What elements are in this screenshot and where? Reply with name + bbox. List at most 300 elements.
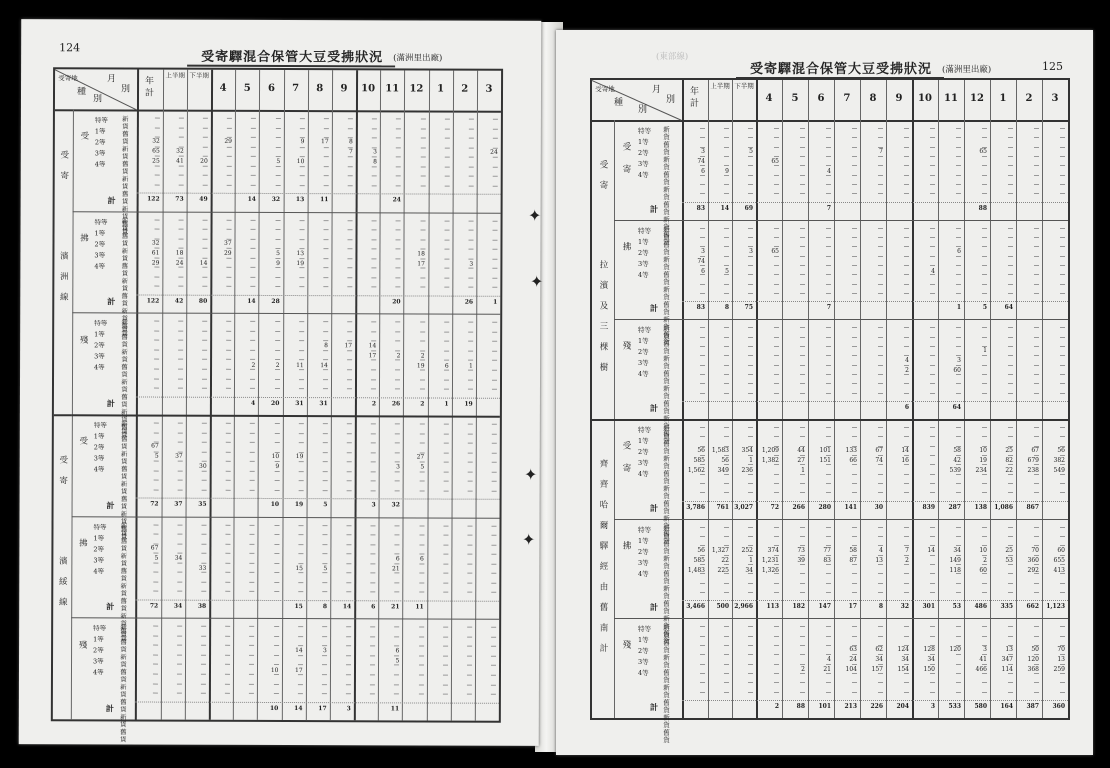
row-tick [852,483,857,484]
row-tick [371,287,376,288]
row-tick [1060,246,1065,247]
row-tick [774,664,779,665]
row-tick [700,427,705,428]
row-tick [724,137,729,138]
row-tick [956,592,961,593]
row-tick [177,534,182,535]
cell-total: 80 [198,297,208,305]
row-tick [225,645,230,646]
row-tick [904,474,909,475]
row-tick [1008,156,1013,157]
row-tick [1034,393,1039,394]
row-tick [322,655,327,656]
cell-value: 9 [276,260,280,268]
row-tick [800,346,805,347]
row-tick [878,237,883,238]
cell-value: 15 [295,565,304,573]
cell-total: 11 [390,705,400,713]
row-tick [371,544,376,545]
row-tick [371,442,376,443]
row-tick [852,365,857,366]
row-tick [878,165,883,166]
row-tick [298,636,303,637]
row-tick [202,359,207,360]
row-tick [982,228,987,229]
row-tick [347,248,352,249]
row-tick [492,379,497,380]
cell-total: 164 [1000,703,1013,711]
row-tick [396,239,401,240]
cell-value: 67 [151,443,159,451]
row-tick [491,656,496,657]
row-tick [1034,374,1039,375]
row-tick [227,277,232,278]
row-tick [1060,128,1065,129]
title-text: 受寄驛混合保管大豆受拂狀況 [201,49,384,66]
row-tick [1060,184,1065,185]
cell-total: 15 [294,603,303,611]
row-tick [226,321,231,322]
row-tick [800,193,805,194]
row-tick [852,436,857,437]
row-tick [748,365,753,366]
row-tick [1034,165,1039,166]
header-second-half: 下半期 [734,82,754,90]
cell-value: 5 [725,267,729,275]
row-tick [774,383,779,384]
row-tick [201,626,206,627]
row-tick [347,331,352,332]
row-tick [154,267,159,268]
row-tick [178,331,183,332]
row-tick [1008,256,1013,257]
cell-value: 62 [875,646,883,654]
cell-total: 72 [149,602,159,610]
row-tick [154,378,159,379]
row-tick [275,277,280,278]
row-tick [154,349,159,350]
row-tick [826,293,831,294]
cell-value: 50 [1031,646,1039,654]
section-total-label: 計 [106,500,115,511]
row-tick [396,322,401,323]
row-tick [177,636,182,637]
column-rule [964,80,965,718]
section-grades: 特等 1等 2等 3等 4等 [94,116,108,169]
row-tick [904,175,909,176]
row-tick [982,682,987,683]
row-tick [1008,337,1013,338]
cell-value: 4 [931,267,935,275]
row-tick [178,248,183,249]
row-tick [443,535,448,536]
row-tick [852,193,857,194]
row-tick [444,287,449,288]
row-tick [275,185,280,186]
row-tick [1060,274,1065,275]
cell-value: 41 [176,158,184,166]
row-tick [491,583,496,584]
row-tick [1060,284,1065,285]
row-tick [700,645,705,646]
row-tick [878,527,883,528]
cell-value: 19 [295,453,304,461]
cell-value: 67 [150,544,159,552]
row-tick [826,284,831,285]
cell-value: 17 [344,342,353,350]
cell-value: 21 [823,666,831,674]
row-tick [1060,175,1065,176]
row-tick [251,286,256,287]
row-tick [468,379,473,380]
row-tick [826,383,831,384]
row-tick [445,128,450,129]
cell-value: 41 [979,656,987,664]
row-tick [155,118,160,119]
row-tick [748,464,753,465]
row-tick [419,481,424,482]
row-tick [372,137,377,138]
row-tick [419,423,424,424]
row-tick [1008,692,1013,693]
row-tick [826,645,831,646]
row-tick [178,451,183,452]
row-tick [774,692,779,693]
row-tick [346,544,351,545]
cell-value: 74 [697,157,705,165]
row-tick [201,563,206,564]
cell-total: 4 [251,399,256,407]
row-tick [419,471,424,472]
cell-value: 30 [199,463,207,471]
row-tick [700,636,705,637]
row-tick [274,626,279,627]
row-tick [724,673,729,674]
row-tick [201,674,206,675]
row-tick [154,480,159,481]
section-category: 受寄 [621,440,631,486]
section-grades: 特等 1等 2等 3等 4等 [92,624,107,677]
row-tick [298,655,303,656]
cell-total: 335 [1000,603,1013,611]
cell-value: 133 [845,446,857,454]
row-tick [1060,427,1065,428]
row-tick [394,665,399,666]
row-tick [1060,256,1065,257]
row-tick [800,256,805,257]
cell-total: 6 [904,404,909,412]
row-tick [274,591,279,592]
row-tick [878,555,883,556]
row-tick [347,490,352,491]
row-tick [396,287,401,288]
row-tick [748,455,753,456]
cell-value: 259 [1053,666,1065,674]
row-tick [346,655,351,656]
row-tick [800,393,805,394]
row-tick [396,128,401,129]
row-tick [774,455,779,456]
row-tick [748,673,753,674]
row-tick [956,654,961,655]
cell-value: 17 [417,260,425,268]
cell-total: 266 [792,503,805,511]
row-tick [724,337,729,338]
row-tick [322,582,327,583]
row-tick [202,267,207,268]
row-tick [346,636,351,637]
row-tick [274,572,279,573]
row-tick [724,636,729,637]
row-tick [956,455,961,456]
row-tick [226,534,231,535]
column-rule [732,80,733,718]
row-tick [1060,228,1065,229]
row-tick [323,331,328,332]
row-tick [930,284,935,285]
row-tick [930,664,935,665]
cell-total: 662 [1026,603,1039,611]
row-tick [724,654,729,655]
cell-value: 24 [175,259,184,267]
row-tick [323,442,328,443]
column-rule [475,71,478,721]
row-tick [202,451,207,452]
row-tick [878,128,883,129]
row-tick [1034,237,1039,238]
row-tick [491,675,496,676]
cell-value: 3 [701,147,705,155]
row-tick [904,346,909,347]
cell-value: 70 [1057,646,1065,654]
cell-value: 27 [416,453,425,461]
row-tick [904,536,909,537]
row-tick [700,237,705,238]
cell-value: 5 [395,657,400,665]
row-tick [225,582,230,583]
row-tick [748,483,753,484]
row-tick [201,664,206,665]
page-number: 125 [1042,60,1063,73]
row-tick [346,665,351,666]
row-tick [444,331,449,332]
row-tick [748,645,753,646]
row-tick [347,268,352,269]
row-tick [491,525,496,526]
row-tick [419,636,424,637]
row-tick [878,474,883,475]
row-tick [346,627,351,628]
row-tick [274,582,279,583]
row-tick [444,249,449,250]
row-tick [982,246,987,247]
group-label: 受寄 [58,149,69,191]
cell-total: 69 [744,204,753,212]
row-tick [201,534,206,535]
row-tick [347,287,352,288]
row-tick [273,674,278,675]
header-month: 3 [485,83,493,95]
row-tick [774,592,779,593]
section-grades: 特等 1等 2等 3等 4等 [93,523,107,576]
row-tick [299,340,304,341]
row-tick [982,436,987,437]
row-tick [930,564,935,565]
cell-value: 66 [849,456,857,464]
total-rule [136,396,500,398]
row-tick [878,664,883,665]
cell-value: 10 [271,453,280,461]
cell-value: 252 [741,546,753,554]
row-tick [724,237,729,238]
row-tick [492,341,497,342]
section-kinds: 新貨舊貨新貨舊貨新貨舊貨新貨舊貨 [662,225,670,346]
row-tick [1008,365,1013,366]
row-tick [323,369,328,370]
row-tick [852,327,857,328]
row-tick [469,176,474,177]
row-tick [1008,383,1013,384]
row-tick [469,166,474,167]
row-tick [724,592,729,593]
header-month: 12 [409,83,424,95]
row-tick [956,147,961,148]
cell-value: 87 [849,556,857,564]
row-tick [467,675,472,676]
row-tick [419,627,424,628]
row-tick [299,331,304,332]
row-tick [748,436,753,437]
row-tick [227,156,232,157]
row-tick [323,258,328,259]
row-tick [826,147,831,148]
row-tick [1008,374,1013,375]
row-tick [346,553,351,554]
cell-total: 83 [696,204,705,212]
cell-value: 7 [348,148,353,156]
row-tick [177,581,182,582]
row-tick [443,544,448,545]
row-tick [852,383,857,384]
row-tick [748,337,753,338]
section-grades: 特等 1等 2等 3等 4等 [638,127,651,179]
column-rule [682,80,684,718]
row-tick [1034,193,1039,194]
cell-value: 56 [721,456,729,464]
cell-total: 3,786 [686,503,705,511]
row-tick [178,461,183,462]
row-tick [800,645,805,646]
row-tick [347,442,352,443]
cell-value: 29 [223,249,232,257]
cell-total: 101 [818,703,831,711]
cell-value: 292 [1027,566,1039,574]
cell-total: 6 [371,603,376,611]
row-tick [774,193,779,194]
row-tick [491,544,496,545]
row-tick [826,626,831,627]
cell-total: 21 [391,603,400,611]
row-tick [323,267,328,268]
cell-value: 14 [927,546,935,554]
row-tick [1034,636,1039,637]
header-month: 1 [999,93,1007,104]
row-tick [153,674,158,675]
cell-value: 33 [198,564,207,572]
cell-total: 19 [464,400,473,408]
row-tick [930,184,935,185]
row-tick [982,592,987,593]
row-tick [226,524,231,525]
row-tick [155,229,160,230]
row-tick [346,534,351,535]
row-tick [1034,265,1039,266]
row-tick [347,388,352,389]
row-tick [322,553,327,554]
cell-value: 655 [1053,556,1065,564]
row-tick [700,464,705,465]
row-tick [982,327,987,328]
row-tick [904,128,909,129]
row-tick [1060,265,1065,266]
row-tick [226,340,231,341]
row-tick [956,564,961,565]
row-tick [468,462,473,463]
cell-value: 22 [721,556,729,564]
cell-value: 73 [797,546,805,554]
row-tick [1060,436,1065,437]
row-tick [394,674,399,675]
row-tick [371,554,376,555]
row-tick [347,277,352,278]
row-tick [419,665,424,666]
row-tick [419,525,424,526]
row-tick [1060,383,1065,384]
row-tick [420,147,425,148]
row-tick [724,284,729,285]
cell-value: 1,382 [761,456,779,464]
row-tick [982,654,987,655]
row-tick [179,118,184,119]
row-tick [201,543,206,544]
cell-total: 32 [391,501,400,509]
row-tick [469,128,474,129]
cell-value: 234 [975,466,987,474]
row-tick [826,393,831,394]
row-tick [800,483,805,484]
row-tick [930,293,935,294]
row-tick [700,682,705,683]
cell-value: 679 [1027,456,1039,464]
row-tick [800,156,805,157]
cell-value: 114 [1001,666,1013,674]
row-tick [826,184,831,185]
row-tick [249,664,254,665]
row-tick [274,525,279,526]
row-tick [202,248,207,249]
row-tick [299,360,304,361]
row-tick [1060,165,1065,166]
row-tick [396,258,401,259]
row-tick [930,165,935,166]
row-tick [153,626,158,627]
row-tick [800,664,805,665]
row-tick [774,555,779,556]
header-total: 計 [144,88,155,99]
row-tick [1060,636,1065,637]
cell-total: 287 [948,503,961,511]
row-tick [468,443,473,444]
